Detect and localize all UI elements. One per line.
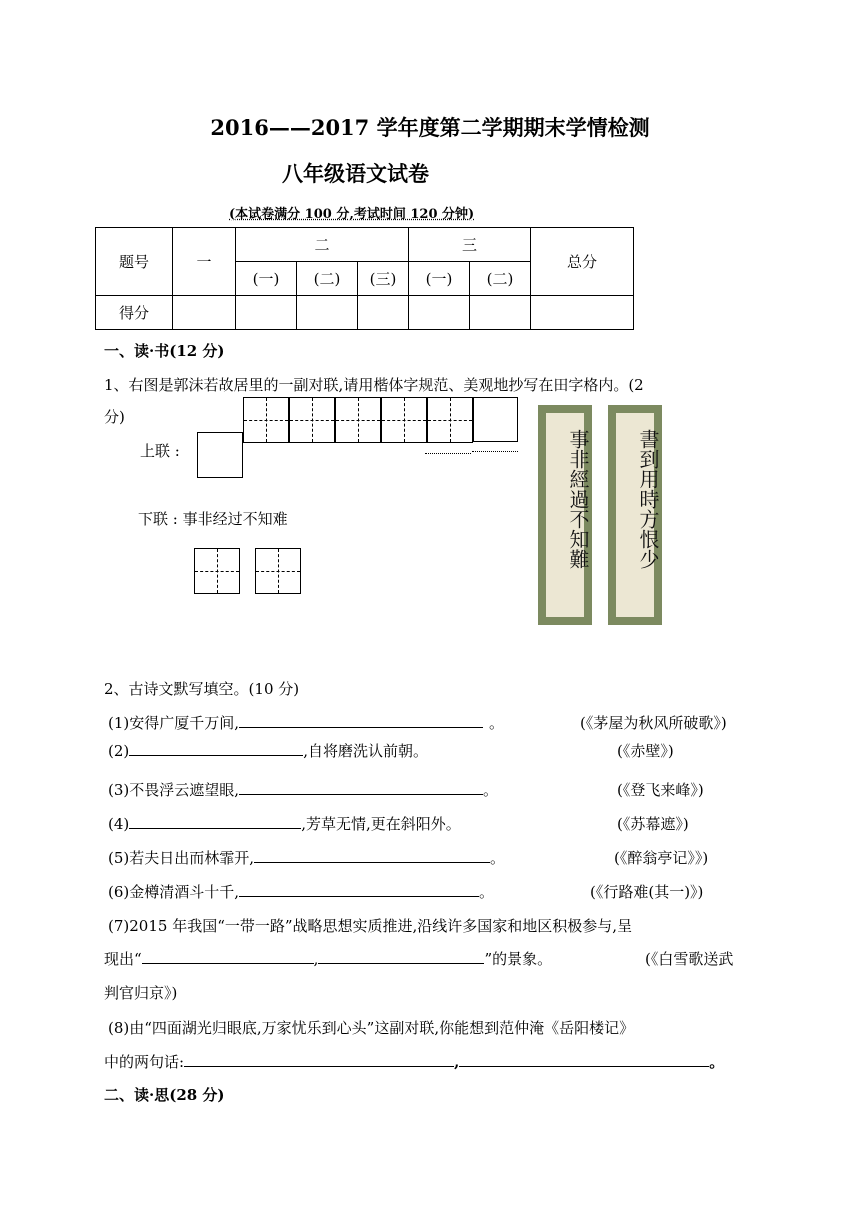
couplet-scroll-left (538, 405, 592, 625)
sec2-cell: 二 (236, 228, 409, 262)
tian-grid-cell[interactable] (194, 548, 240, 594)
tian-grid-cell[interactable] (335, 397, 381, 443)
dotted-guide (425, 453, 471, 454)
part1-heading: 一、读·书(12 分) (104, 342, 225, 360)
answer-blank[interactable] (129, 814, 301, 829)
tian-grid-cell[interactable] (197, 432, 243, 478)
upper-label: 上联 : (140, 442, 180, 460)
tian-grid-cell[interactable] (473, 397, 518, 442)
sub-cell: (三) (358, 262, 409, 296)
answer-blank[interactable] (239, 713, 483, 728)
couplet-scroll-right-text: 書到用時方恨少 (636, 429, 660, 569)
q2-item-4: (4) ,芳草无情,更在斜阳外。 (108, 815, 461, 833)
score-input-cell[interactable] (173, 296, 236, 330)
score-row-label: 得分 (96, 296, 173, 330)
score-input-cell[interactable] (409, 296, 470, 330)
q1-text-line2: 分) (104, 408, 125, 426)
q2-item-7-source: (《白雪歌送武 (645, 950, 734, 968)
q1-text-line1: 1、右图是郭沫若故居里的一副对联,请用楷体字规范、美观地抄写在田字格内。(2 (104, 376, 644, 394)
sub-cell: (二) (470, 262, 531, 296)
tian-grid-cell[interactable] (381, 397, 427, 443)
sub-cell: (一) (236, 262, 297, 296)
q2-item-5: (5)若夫日出而林霏开, 。 (108, 849, 506, 867)
answer-blank[interactable] (184, 1052, 454, 1067)
q2-item-1-source: (《茅屋为秋风所破歌》) (580, 714, 727, 732)
lower-label: 下联 : 事非经过不知难 (138, 510, 288, 528)
q2-item-1: (1)安得广厦千万间, 。 (108, 714, 505, 732)
score-input-cell[interactable] (236, 296, 297, 330)
q2-item-7-line3: 判官归京》) (104, 984, 178, 1002)
sub-cell: (一) (409, 262, 470, 296)
tian-grid-cell[interactable] (255, 548, 301, 594)
q2-item-8-line2: 中的两句话: , 。 (104, 1053, 725, 1071)
tian-grid-cell[interactable] (289, 397, 335, 443)
q2-item-5-source: (《醉翁亭记》》) (614, 849, 709, 867)
tian-grid-cell[interactable] (427, 397, 473, 443)
total-cell: 总分 (531, 228, 634, 296)
dotted-guide (472, 451, 518, 452)
exam-title: 2016——2017 学年度第二学期期末学情检测 (210, 115, 650, 140)
q2-item-8-line1: (8)由“四面湖光归眼底,万家忧乐到心头”这副对联,你能想到范仲淹《岳阳楼记》 (108, 1019, 635, 1037)
q2-item-3: (3)不畏浮云遮望眼, 。 (108, 781, 499, 799)
answer-blank[interactable] (318, 949, 484, 964)
answer-blank[interactable] (239, 780, 483, 795)
score-input-cell[interactable] (531, 296, 634, 330)
q2-item-7-line2: 现出“ , ”的景象。 (104, 950, 553, 968)
answer-blank[interactable] (459, 1052, 709, 1067)
couplet-scroll-right (608, 405, 662, 625)
couplet-scroll-left-text: 事非經過不知難 (566, 429, 590, 569)
exam-note: (本试卷满分 100 分,考试时间 120 分钟) (229, 207, 475, 222)
q2-item-2: (2) ,自将磨洗认前朝。 (108, 742, 429, 760)
q2-item-2-source: (《赤壁》) (617, 742, 674, 760)
col-header-cell: 题号 (96, 228, 173, 296)
answer-blank[interactable] (239, 882, 479, 897)
tian-grid-cell[interactable] (243, 397, 289, 443)
score-input-cell[interactable] (358, 296, 409, 330)
q2-item-3-source: (《登飞来峰》) (617, 781, 704, 799)
answer-blank[interactable] (254, 848, 490, 863)
q2-item-4-source: (《苏幕遮》) (617, 815, 689, 833)
score-input-cell[interactable] (470, 296, 531, 330)
sec3-cell: 三 (409, 228, 531, 262)
answer-blank[interactable] (129, 741, 303, 756)
score-input-cell[interactable] (297, 296, 358, 330)
exam-subtitle: 八年级语文试卷 (282, 161, 429, 186)
sec1-cell: 一 (173, 228, 236, 296)
q2-heading: 2、古诗文默写填空。(10 分) (104, 680, 300, 698)
q2-item-6-source: (《行路难(其一)》) (590, 883, 704, 901)
answer-blank[interactable] (142, 949, 314, 964)
score-table (95, 227, 634, 330)
part2-heading: 二、读·思(28 分) (104, 1086, 225, 1104)
q2-item-6: (6)金樽清酒斗十千, 。 (108, 883, 495, 901)
q2-item-7-line1: (7)2015 年我国“一带一路”战略思想实质推进,沿线许多国家和地区积极参与,呈 (108, 917, 633, 935)
sub-cell: (二) (297, 262, 358, 296)
